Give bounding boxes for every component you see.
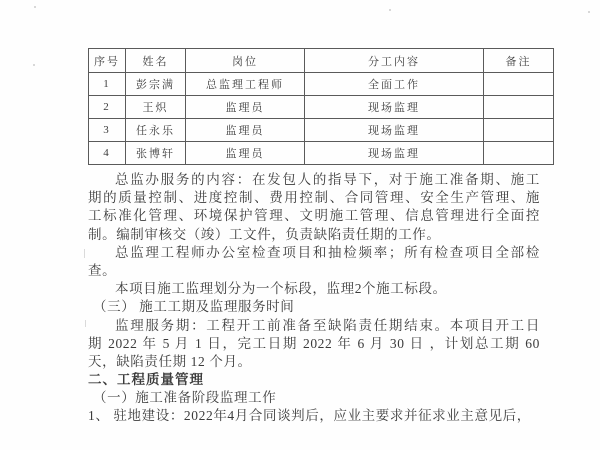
table-header-cell: 岗位	[186, 49, 305, 73]
scan-smudge	[85, 320, 86, 327]
table-header-cell: 备注	[484, 49, 554, 73]
text-line: 二、工程质量管理	[88, 372, 204, 388]
table-cell: 1	[89, 73, 126, 96]
table-cell: 张博轩	[126, 142, 186, 165]
table-cell: 全面工作	[305, 73, 484, 96]
table-cell: 现场监理	[305, 142, 484, 165]
text-line: 监理服务期：工程开工前准备至缺陷责任期结束。本项目开工日	[115, 317, 540, 333]
table-cell: 现场监理	[305, 96, 484, 119]
table-cell: 任永乐	[126, 119, 186, 142]
text-line: 总监办服务的内容：在发包人的指导下，对于施工准备期、施工	[115, 172, 540, 187]
table-row	[89, 119, 554, 142]
document-body-text	[88, 171, 540, 426]
table-cell: 王炽	[126, 96, 186, 119]
table-header-row	[89, 49, 554, 73]
table-cell: 3	[89, 119, 126, 142]
table-cell	[484, 96, 554, 119]
text-line: 制。编制审核交（竣）工文件，负责缺陷责任期的工作。	[88, 226, 441, 242]
scan-smudge	[84, 249, 85, 258]
table-cell: 现场监理	[305, 119, 484, 142]
table-header-cell: 姓名	[126, 49, 186, 73]
table-row	[89, 142, 554, 165]
personnel-assignment-table	[88, 48, 554, 165]
text-line: 查。	[88, 262, 117, 278]
table-cell: 2	[89, 96, 126, 119]
text-line: 本项目施工监理划分为一个标段，监理2个施工标段。	[115, 281, 447, 297]
table-cell: 监理员	[186, 119, 305, 142]
table-row	[89, 73, 554, 96]
table-cell	[484, 142, 554, 165]
scan-speck	[33, 64, 35, 66]
table-header-cell: 分工内容	[305, 49, 484, 73]
table-cell: 4	[89, 142, 126, 165]
table-cell	[484, 73, 554, 96]
text-line: （三） 施工工期及监理服务时间	[93, 299, 295, 315]
table-body	[89, 73, 554, 165]
text-line: 天，缺陷责任期 12 个月。	[88, 353, 252, 369]
table-cell: 监理员	[186, 96, 305, 119]
text-line: 期 2022 年 5 月 1 日，完工日期 2022 年 6 月 30 日 ，计划总工期 60	[88, 335, 540, 351]
table-cell: 监理员	[186, 142, 305, 165]
table-cell: 彭宗满	[126, 73, 186, 96]
scan-speck	[389, 9, 391, 11]
table-cell	[484, 119, 554, 142]
table-cell: 总监理工程师	[186, 73, 305, 96]
text-line: 期的质量控制、进度控制、费用控制、合同管理、安全生产管理、施	[88, 190, 540, 206]
text-line: 总监理工程师办公室检查项目和抽检频率；所有检查项目全部检	[115, 244, 540, 260]
text-line: （一）施工准备阶段监理工作	[93, 390, 277, 406]
table-row	[89, 96, 554, 119]
table-header-cell: 序号	[89, 49, 126, 73]
scan-speck	[34, 6, 36, 8]
scan-speck	[588, 11, 590, 13]
text-line: 工标准化管理、环境保护管理、文明施工管理、信息管理进行全面控	[88, 208, 540, 224]
text-line: 1、 驻地建设：2022年4月合同谈判后，应业主要求并征求业主意见后，	[88, 408, 531, 424]
